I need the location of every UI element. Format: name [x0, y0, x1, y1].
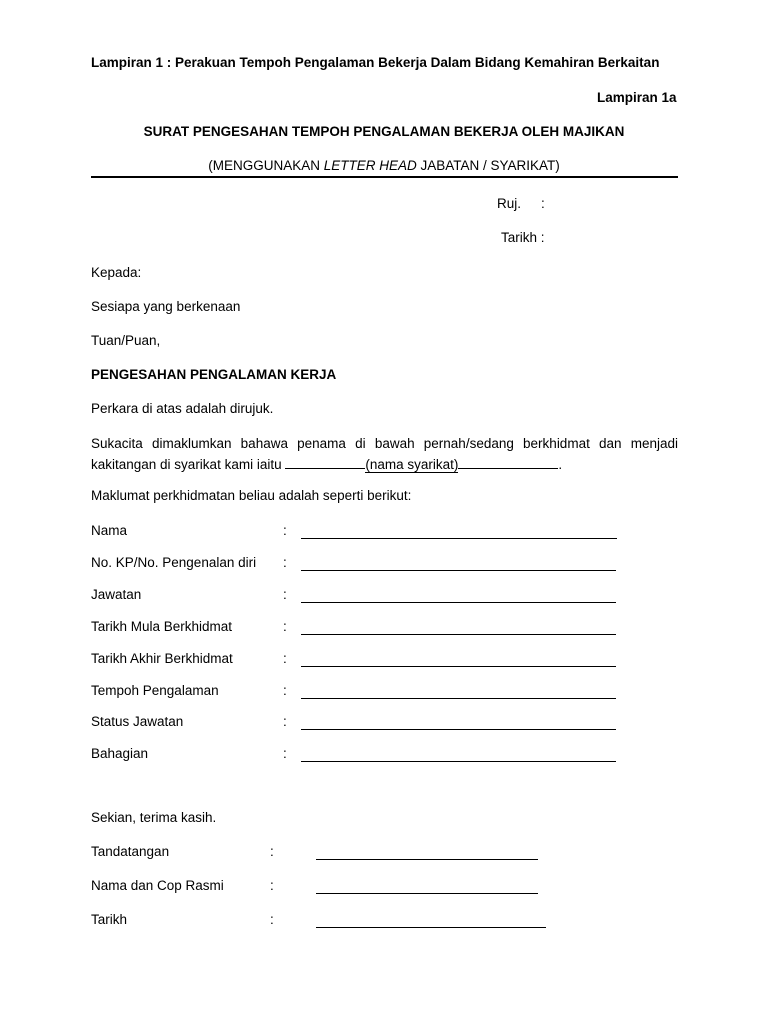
field-colon: : — [283, 555, 287, 570]
field-line-ic[interactable] — [301, 570, 616, 571]
intro-line-1: Sukacita dimaklumkan bahawa penama di bawah pernah/sedang berkhidmat dan menjadi — [91, 436, 678, 451]
intro-line-2-pre: kakitangan di syarikat kami iaitu — [91, 457, 286, 472]
letterhead-note-post: JABATAN / SYARIKAT) — [416, 158, 560, 173]
letterhead-note — [0, 158, 768, 173]
field-line-status[interactable] — [301, 729, 616, 730]
referral-text: Perkara di atas adalah dirujuk. — [91, 401, 274, 416]
sig-colon: : — [270, 912, 274, 927]
sig-line-name-stamp[interactable] — [316, 893, 538, 894]
field-label-experience: Tempoh Pengalaman — [91, 683, 219, 698]
field-line-end-date[interactable] — [301, 666, 616, 667]
subject: PENGESAHAN PENGALAMAN KERJA — [91, 367, 337, 382]
salutation: Tuan/Puan, — [91, 333, 161, 348]
sig-line-signature[interactable] — [316, 859, 538, 860]
field-label-end-date: Tarikh Akhir Berkhidmat — [91, 651, 233, 666]
letterhead-note-pre: (MENGGUNAKAN — [208, 158, 324, 173]
field-label-nama: Nama — [91, 523, 128, 538]
letterhead-note-italic: LETTER HEAD — [323, 158, 417, 173]
field-line-bahagian[interactable] — [301, 761, 616, 762]
attachment-code: Lampiran 1a — [597, 90, 677, 105]
closing-thanks: Sekian, terima kasih. — [91, 810, 217, 825]
field-line-start-date[interactable] — [301, 634, 616, 635]
field-label-ic: No. KP/No. Pengenalan diri — [91, 555, 257, 570]
attachment-title: Lampiran 1 : Perakuan Tempoh Pengalaman Bekerja Dalam Bidang Kemahiran Berkaitan — [91, 55, 660, 70]
field-line-jawatan[interactable] — [301, 602, 616, 603]
sig-label-name-stamp: Nama dan Cop Rasmi — [91, 878, 224, 893]
recipient: Sesiapa yang berkenaan — [91, 299, 241, 314]
ruj-colon: : — [541, 196, 545, 211]
company-blank-2 — [458, 454, 558, 469]
details-intro: Maklumat perkhidmatan beliau adalah seperti berikut: — [91, 488, 412, 503]
tarikh-label: Tarikh : — [501, 230, 545, 245]
letter-title: SURAT PENGESAHAN TEMPOH PENGALAMAN BEKERJA OLEH MAJIKAN — [143, 124, 625, 139]
field-colon: : — [283, 683, 287, 698]
company-blank-1 — [285, 454, 365, 469]
sig-line-date[interactable] — [316, 927, 546, 928]
field-colon: : — [283, 714, 287, 729]
field-colon: : — [283, 587, 287, 602]
intro-paragraph — [91, 434, 678, 475]
field-label-start-date: Tarikh Mula Berkhidmat — [91, 619, 233, 634]
field-line-nama[interactable] — [301, 538, 617, 539]
field-label-status: Status Jawatan — [91, 714, 184, 729]
field-line-experience[interactable] — [301, 698, 616, 699]
sig-label-signature: Tandatangan — [91, 844, 170, 859]
sig-colon: : — [270, 844, 274, 859]
intro-line-2-post: . — [558, 457, 563, 472]
sig-label-date: Tarikh — [91, 912, 128, 927]
header-divider — [91, 176, 678, 178]
to-label: Kepada: — [91, 265, 142, 280]
field-label-bahagian: Bahagian — [91, 746, 149, 761]
field-colon: : — [283, 523, 287, 538]
field-colon: : — [283, 619, 287, 634]
sig-colon: : — [270, 878, 274, 893]
field-label-jawatan: Jawatan — [91, 587, 142, 602]
field-colon: : — [283, 651, 287, 666]
company-name-placeholder: (nama syarikat) — [365, 457, 459, 472]
ruj-label: Ruj. — [497, 196, 522, 211]
field-colon: : — [283, 746, 287, 761]
intro-line-2 — [91, 454, 678, 475]
